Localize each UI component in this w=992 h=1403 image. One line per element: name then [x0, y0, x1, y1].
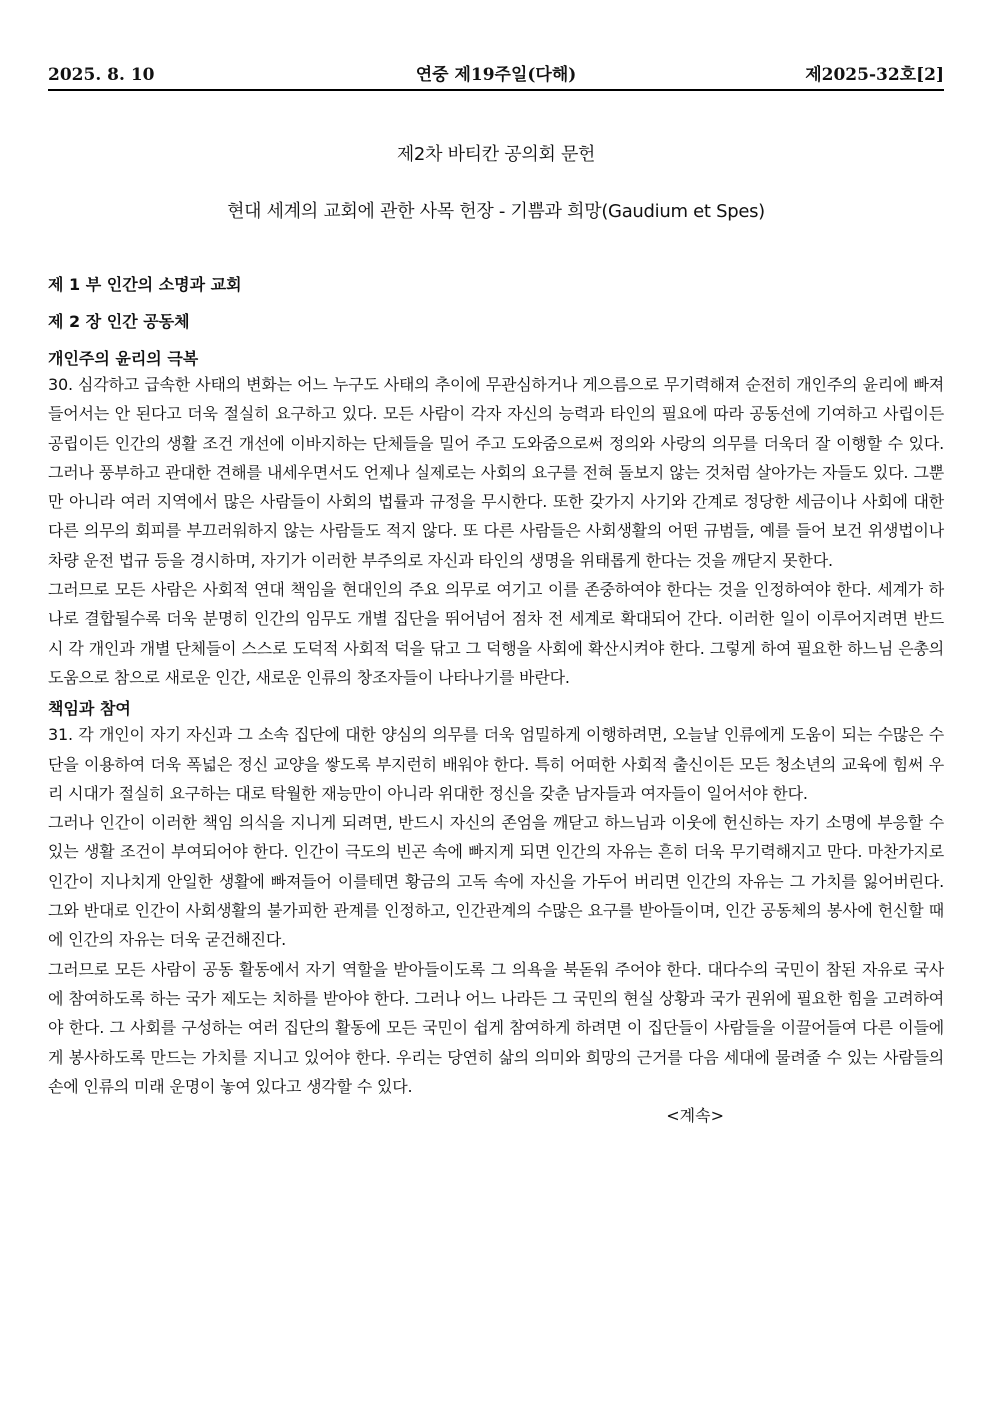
header-liturgical-week: 연중 제19주일(다해) — [415, 65, 577, 85]
header-issue-number: 제2025-32호[2] — [805, 65, 944, 85]
paragraph: 31. 각 개인이 자기 자신과 그 소속 집단에 대한 양심의 의무를 더욱 엄밀하게 이행하려면, 오늘날 인류에게 도움이 되는 수많은 수단을 이용하여 더욱 폭넓은 정신 교양을 쌓도록 부지런히 배워야 한다. 특히 어떠한 사회적 출신이든 모든 청소년의 교육에 힘써 우리 시대가 절실히 요구하는 대로 탁월한 재능만이 아니라 위대한 정신을 갖춘 남자들과 여자들이 일어서야 한다. — [48, 725, 944, 803]
document-page — [48, 64, 944, 1127]
section-heading: 개인주의 윤리의 극복 — [48, 349, 199, 368]
header-date: 2025. 8. 10 — [48, 65, 155, 85]
section-individualism — [48, 348, 944, 692]
paragraph: 그러나 인간이 이러한 책임 의식을 지니게 되려면, 반드시 자신의 존엄을 깨닫고 하느님과 이웃에 헌신하는 자기 소명에 부응할 수 있는 생활 조건이 부여되어야 한다. 인간이 극도의 빈곤 속에 빠지게 되면 인간의 자유는 흔히 더욱 무기력해지고 만다. 마찬가지로 인간이 지나치게 안일한 생활에 빠져들어 이를테면 황금의 고독 속에 자신을 가두어 버리면 인간의 자유는 그 가치를 잃어버린다. 그와 반대로 인간이 사회생활의 불가피한 관계를 인정하고, 인간관계의 수많은 요구를 받아들이며, 인간 공동체의 봉사에 헌신할 때에 인간의 자유는 더욱 굳건해진다. — [48, 813, 944, 950]
chapter-heading: 제 2 장 인간 공동체 — [48, 312, 190, 331]
document-title: 제2차 바티칸 공의회 문헌 — [396, 144, 596, 165]
continued-marker: <계속> — [666, 1106, 724, 1126]
page-header — [48, 64, 944, 91]
section-heading: 책임과 참여 — [48, 699, 131, 719]
paragraph: 30. 심각하고 급속한 사태의 변화는 어느 누구도 사태의 추이에 무관심하거나 게으름으로 무기력해져 순전히 개인주의 윤리에 빠져들어서는 안 된다고 더욱 절실히 요구하고 있다. 모든 사람이 각자 자신의 능력과 타인의 필요에 따라 공동선에 기여하고 사립이든 공립이든 인간의 생활 조건 개선에 이바지하는 단체들을 밀어 주고 도와줌으로써 정의와 사랑의 의무를 더욱더 잘 이행할 수 있다. 그러나 풍부하고 관대한 견해를 내세우면서도 언제나 실제로는 사회의 요구를 전혀 돌보지 않는 것처럼 살아가는 자들도 있다. 그뿐만 아니라 여러 지역에서 많은 사람들이 사회의 법률과 규정을 무시한다. 또한 갖가지 사기와 간계로 정당한 세금이나 사회에 대한 다른 의무의 회피를 부끄러워하지 않는 사람들도 적지 않다. 또 다른 사람들은 사회생활의 어떤 규범들, 예를 들어 보건 위생법이나 차량 운전 법규 등을 경시하며, 자기가 이러한 부주의로 자신과 타인의 생명을 위태롭게 한다는 것을 깨닫지 못한다. — [48, 375, 944, 570]
paragraph: 그러므로 모든 사람은 사회적 연대 책임을 현대인의 주요 의무로 여기고 이를 존중하여야 한다는 것을 인정하여야 한다. 세계가 하나로 결합될수록 더욱 분명히 인간의 임무도 개별 집단을 뛰어넘어 점차 전 세계로 확대되어 간다. 이러한 일이 이루어지려면 반드시 각 개인과 개별 단체들이 스스로 도덕적 사회적 덕을 닦고 그 덕행을 사회에 확산시켜야 한다. 그렇게 하여 필요한 하느님 은총의 도움으로 참으로 새로운 인간, 새로운 인류의 창조자들이 나타나기를 바란다. — [48, 580, 944, 687]
section-responsibility — [48, 698, 944, 1101]
part-heading: 제 1 부 인간의 소명과 교회 — [48, 275, 242, 294]
paragraph: 그러므로 모든 사람이 공동 활동에서 자기 역할을 받아들이도록 그 의욕을 북돋워 주어야 한다. 대다수의 국민이 참된 자유로 국사에 참여하도록 하는 국가 제도는 치하를 받아야 한다. 그러나 어느 나라든 그 국민의 현실 상황과 국가 권위에 필요한 힘을 고려하여야 한다. 그 사회를 구성하는 여러 집단의 활동에 모든 국민이 쉽게 참여하게 하려면 이 집단들이 사람들을 이끌어들여 다른 이들에게 봉사하도록 만드는 가치를 지니고 있어야 한다. 우리는 당연히 삶의 의미와 희망의 근거를 다음 세대에 물려줄 수 있는 사람들의 손에 인류의 미래 운명이 놓여 있다고 생각할 수 있다. — [48, 959, 944, 1096]
document-subtitle: 현대 세계의 교회에 관한 사목 헌장 - 기쁨과 희망(Gaudium et Spes) — [227, 201, 765, 222]
